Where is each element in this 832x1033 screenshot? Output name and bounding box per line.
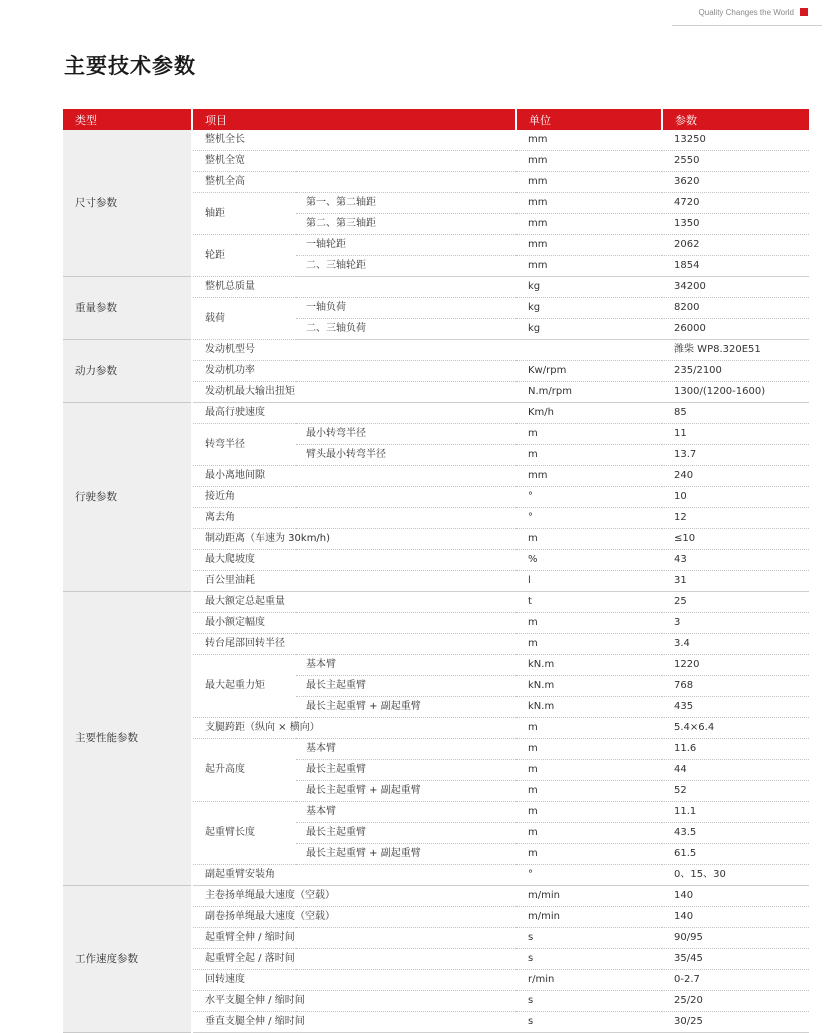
- table-row: [63, 592, 809, 613]
- unit-cell: mm: [516, 466, 662, 487]
- item-cell: 副起重臂安装角: [192, 865, 516, 886]
- unit-cell: kg: [516, 298, 662, 319]
- unit-cell: N.m/rpm: [516, 382, 662, 403]
- unit-cell: kN.m: [516, 655, 662, 676]
- unit-cell: kN.m: [516, 697, 662, 718]
- item-cell: 起重臂全伸 / 缩时间: [192, 928, 516, 949]
- unit-cell: mm: [516, 235, 662, 256]
- item-cell: 发动机型号: [192, 340, 516, 361]
- unit-cell: mm: [516, 214, 662, 235]
- value-cell: 5.4×6.4: [662, 718, 809, 739]
- category-cell: 行驶参数: [63, 403, 192, 592]
- item-cell: 接近角: [192, 487, 516, 508]
- value-cell: 768: [662, 676, 809, 697]
- sub-item-cell: 一轴负荷: [296, 298, 516, 319]
- unit-cell: r/min: [516, 970, 662, 991]
- unit-cell: m: [516, 760, 662, 781]
- value-cell: 1350: [662, 214, 809, 235]
- value-cell: 3: [662, 613, 809, 634]
- sub-item-cell: 最长主起重臂: [296, 823, 516, 844]
- value-cell: 44: [662, 760, 809, 781]
- brand-square-icon: [800, 8, 808, 16]
- spec-table: [63, 109, 809, 1033]
- value-cell: 11.1: [662, 802, 809, 823]
- unit-cell: m: [516, 802, 662, 823]
- item-cell: 整机全宽: [192, 151, 516, 172]
- unit-cell: m: [516, 844, 662, 865]
- unit-cell: [516, 340, 662, 361]
- value-cell: 140: [662, 886, 809, 907]
- value-cell: 0、15、30: [662, 865, 809, 886]
- unit-cell: kN.m: [516, 676, 662, 697]
- unit-cell: m: [516, 634, 662, 655]
- value-cell: 13250: [662, 130, 809, 151]
- unit-cell: kg: [516, 319, 662, 340]
- item-cell: 百公里油耗: [192, 571, 516, 592]
- value-cell: 4720: [662, 193, 809, 214]
- item-cell: 起重臂全起 / 落时间: [192, 949, 516, 970]
- item-cell: 回转速度: [192, 970, 516, 991]
- unit-cell: t: [516, 592, 662, 613]
- unit-cell: mm: [516, 130, 662, 151]
- value-cell: 43: [662, 550, 809, 571]
- value-cell: 140: [662, 907, 809, 928]
- value-cell: 1854: [662, 256, 809, 277]
- unit-cell: m: [516, 823, 662, 844]
- value-cell: 240: [662, 466, 809, 487]
- value-cell: 85: [662, 403, 809, 424]
- item-cell: 发动机功率: [192, 361, 516, 382]
- value-cell: 3.4: [662, 634, 809, 655]
- sub-item-cell: 第二、第三轴距: [296, 214, 516, 235]
- sub-item-cell: 最长主起重臂: [296, 760, 516, 781]
- item-cell: 发动机最大输出扭矩: [192, 382, 516, 403]
- unit-cell: m: [516, 718, 662, 739]
- category-cell: 主要性能参数: [63, 592, 192, 886]
- unit-cell: s: [516, 991, 662, 1012]
- unit-cell: %: [516, 550, 662, 571]
- unit-cell: mm: [516, 256, 662, 277]
- value-cell: 0-2.7: [662, 970, 809, 991]
- value-cell: 2550: [662, 151, 809, 172]
- sub-item-cell: 二、三轴负荷: [296, 319, 516, 340]
- tagline-text: Quality Changes the World: [698, 7, 794, 17]
- value-cell: 10: [662, 487, 809, 508]
- spec-table-header: [63, 109, 809, 130]
- item-cell: 最高行驶速度: [192, 403, 516, 424]
- value-cell: 11: [662, 424, 809, 445]
- sub-item-cell: 基本臂: [296, 739, 516, 760]
- unit-cell: m: [516, 739, 662, 760]
- tagline: [699, 6, 808, 18]
- unit-cell: m: [516, 613, 662, 634]
- value-cell: 35/45: [662, 949, 809, 970]
- value-cell: 11.6: [662, 739, 809, 760]
- value-cell: 25/20: [662, 991, 809, 1012]
- value-cell: 3620: [662, 172, 809, 193]
- sub-item-cell: 一轴轮距: [296, 235, 516, 256]
- unit-cell: m/min: [516, 907, 662, 928]
- unit-cell: s: [516, 949, 662, 970]
- sub-item-cell: 第一、第二轴距: [296, 193, 516, 214]
- item-cell: 载荷: [192, 298, 296, 340]
- item-cell: 整机全高: [192, 172, 516, 193]
- value-cell: 1300/(1200-1600): [662, 382, 809, 403]
- sub-item-cell: 最长主起重臂 + 副起重臂: [296, 697, 516, 718]
- table-row: [63, 277, 809, 298]
- sub-item-cell: 最长主起重臂: [296, 676, 516, 697]
- category-cell: 尺寸参数: [63, 130, 192, 277]
- value-cell: 13.7: [662, 445, 809, 466]
- sub-item-cell: 二、三轴轮距: [296, 256, 516, 277]
- value-cell: 2062: [662, 235, 809, 256]
- item-cell: 最大起重力矩: [192, 655, 296, 718]
- category-cell: 动力参数: [63, 340, 192, 403]
- header-row: [63, 109, 809, 130]
- value-cell: ≤10: [662, 529, 809, 550]
- header-rule: [672, 25, 822, 26]
- unit-cell: mm: [516, 172, 662, 193]
- sub-item-cell: 基本臂: [296, 802, 516, 823]
- sub-item-cell: 基本臂: [296, 655, 516, 676]
- unit-cell: °: [516, 865, 662, 886]
- unit-cell: mm: [516, 151, 662, 172]
- unit-cell: m/min: [516, 886, 662, 907]
- column-header-value: 参数: [662, 109, 809, 130]
- item-cell: 整机全长: [192, 130, 516, 151]
- unit-cell: °: [516, 487, 662, 508]
- sub-item-cell: 最长主起重臂 + 副起重臂: [296, 844, 516, 865]
- sub-item-cell: 臂头最小转弯半径: [296, 445, 516, 466]
- unit-cell: m: [516, 445, 662, 466]
- value-cell: 30/25: [662, 1012, 809, 1033]
- value-cell: 潍柴 WP8.320E51: [662, 340, 809, 361]
- value-cell: 235/2100: [662, 361, 809, 382]
- item-cell: 起升高度: [192, 739, 296, 802]
- unit-cell: kg: [516, 277, 662, 298]
- item-cell: 转弯半径: [192, 424, 296, 466]
- item-cell: 最小离地间隙: [192, 466, 516, 487]
- page-title: 主要技术参数: [64, 54, 196, 78]
- value-cell: 52: [662, 781, 809, 802]
- value-cell: 43.5: [662, 823, 809, 844]
- value-cell: 8200: [662, 298, 809, 319]
- item-cell: 垂直支腿全伸 / 缩时间: [192, 1012, 516, 1033]
- unit-cell: l: [516, 571, 662, 592]
- unit-cell: Km/h: [516, 403, 662, 424]
- category-cell: 重量参数: [63, 277, 192, 340]
- column-header-type: 类型: [63, 109, 192, 130]
- table-row: [63, 403, 809, 424]
- sub-item-cell: 最长主起重臂 + 副起重臂: [296, 781, 516, 802]
- item-cell: 转台尾部回转半径: [192, 634, 516, 655]
- item-cell: 最大爬坡度: [192, 550, 516, 571]
- item-cell: 水平支腿全伸 / 缩时间: [192, 991, 516, 1012]
- item-cell: 最小额定幅度: [192, 613, 516, 634]
- item-cell: 副卷扬单绳最大速度（空载）: [192, 907, 516, 928]
- unit-cell: m: [516, 529, 662, 550]
- value-cell: 31: [662, 571, 809, 592]
- item-cell: 轮距: [192, 235, 296, 277]
- sub-item-cell: 最小转弯半径: [296, 424, 516, 445]
- value-cell: 25: [662, 592, 809, 613]
- item-cell: 支腿跨距（纵向 × 横向）: [192, 718, 516, 739]
- column-header-item: 项目: [192, 109, 516, 130]
- unit-cell: m: [516, 781, 662, 802]
- table-row: [63, 340, 809, 361]
- unit-cell: mm: [516, 193, 662, 214]
- table-row: [63, 130, 809, 151]
- item-cell: 离去角: [192, 508, 516, 529]
- value-cell: 90/95: [662, 928, 809, 949]
- value-cell: 34200: [662, 277, 809, 298]
- value-cell: 1220: [662, 655, 809, 676]
- value-cell: 12: [662, 508, 809, 529]
- category-cell: 工作速度参数: [63, 886, 192, 1033]
- unit-cell: Kw/rpm: [516, 361, 662, 382]
- unit-cell: °: [516, 508, 662, 529]
- value-cell: 435: [662, 697, 809, 718]
- unit-cell: m: [516, 424, 662, 445]
- table-row: [63, 886, 809, 907]
- item-cell: 制动距离（车速为 30km/h): [192, 529, 516, 550]
- value-cell: 26000: [662, 319, 809, 340]
- unit-cell: s: [516, 928, 662, 949]
- item-cell: 起重臂长度: [192, 802, 296, 865]
- item-cell: 主卷扬单绳最大速度（空载）: [192, 886, 516, 907]
- item-cell: 整机总质量: [192, 277, 516, 298]
- spec-table-body: [63, 130, 809, 1033]
- value-cell: 61.5: [662, 844, 809, 865]
- item-cell: 轴距: [192, 193, 296, 235]
- unit-cell: s: [516, 1012, 662, 1033]
- item-cell: 最大额定总起重量: [192, 592, 516, 613]
- column-header-unit: 单位: [516, 109, 662, 130]
